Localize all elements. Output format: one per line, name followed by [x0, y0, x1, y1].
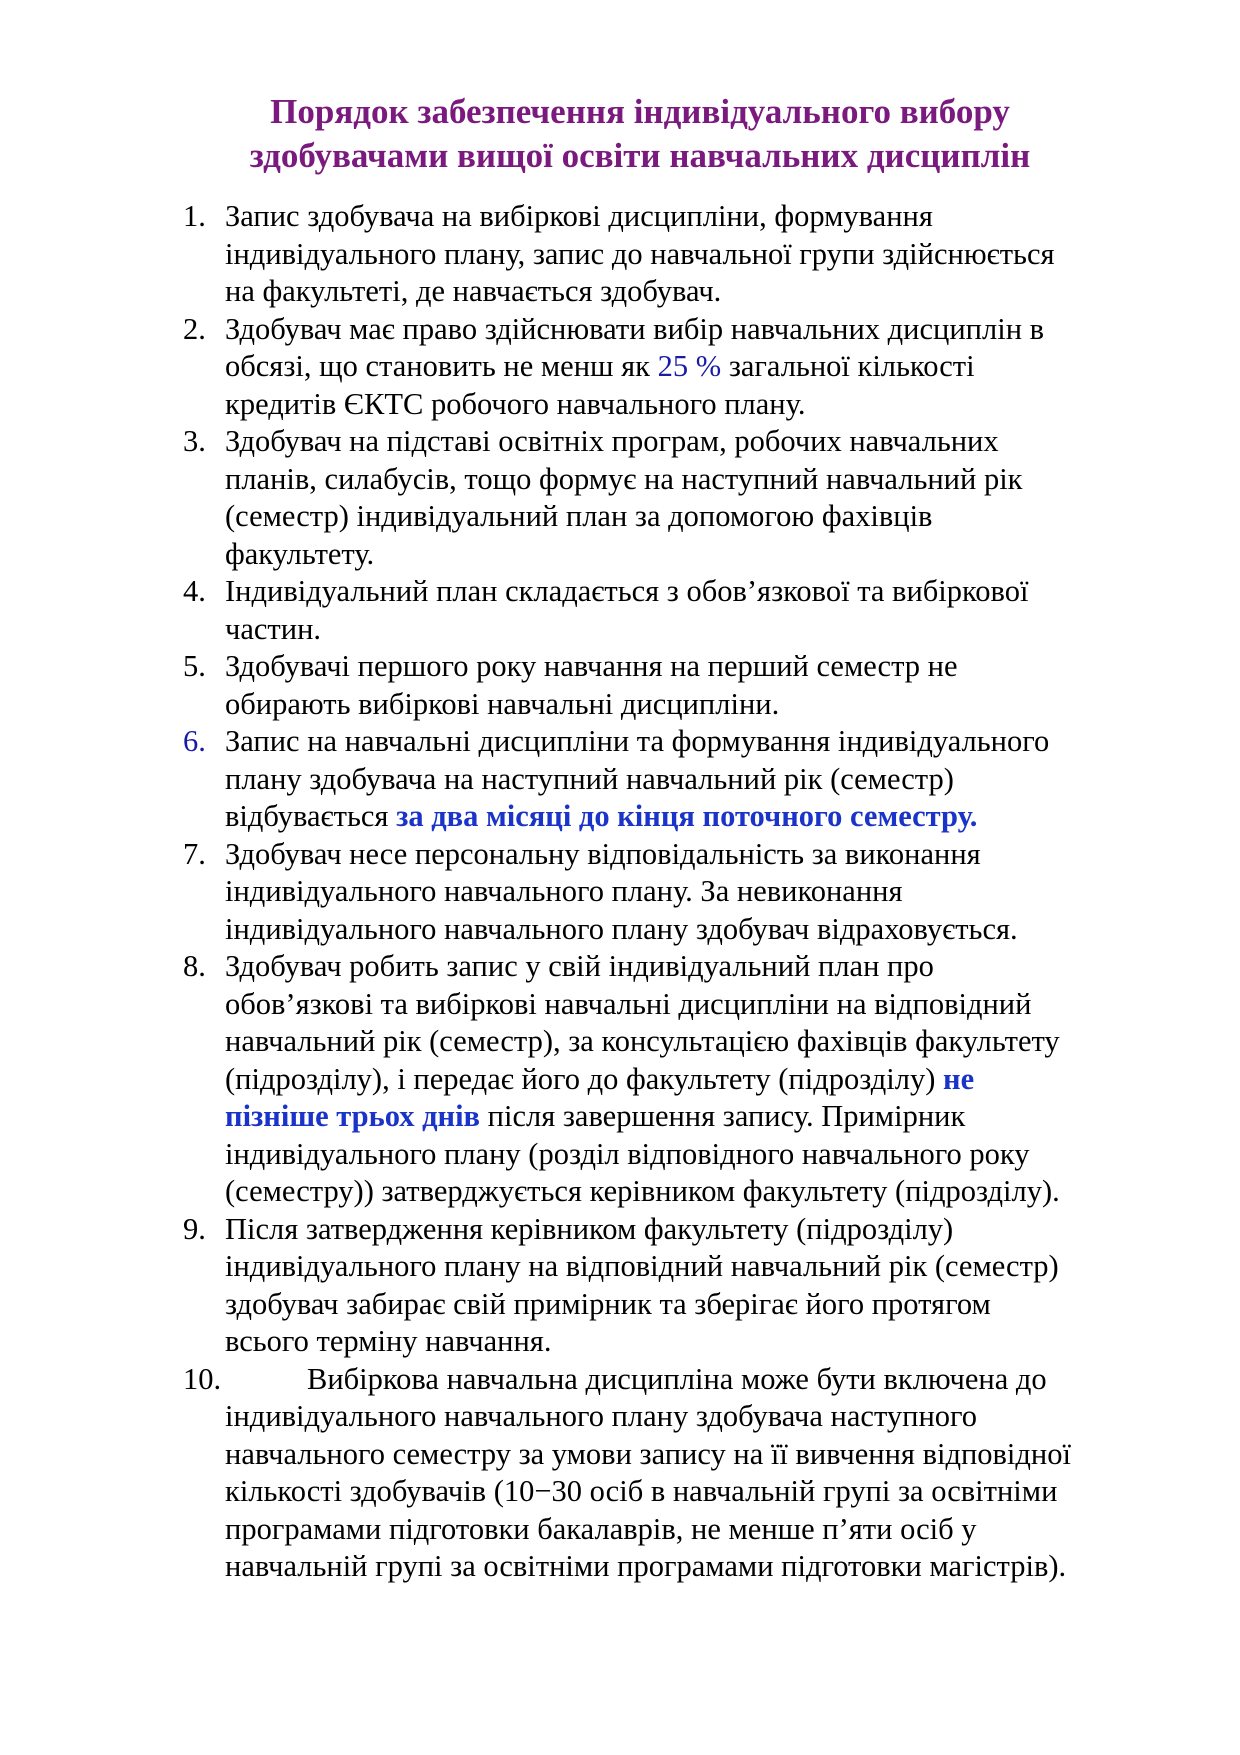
item-text: загальної кількості	[721, 349, 975, 383]
item-line: індивідуального навчального плану. За невиконання	[225, 874, 903, 908]
item-line: індивідуального навчального плану здобувача наступного	[225, 1399, 978, 1433]
item-line: Після затвердження керівником факультету (підрозділу)	[225, 1211, 954, 1246]
item-line: Здобувач на підставі освітніх програм, робочих навчальних	[225, 424, 999, 458]
item-line: Запис здобувача на вибіркові дисципліни, формування	[225, 199, 933, 233]
item-line: планів, силабусів, тощо формує на наступний навчальний рік	[225, 461, 1023, 496]
item-line: Запис на навчальні дисципліни та формування індивідуального	[225, 724, 1050, 758]
item-line: Здобувач має право здійснювати вибір навчальних дисциплін в	[225, 311, 1045, 346]
item-number: 5.	[183, 649, 206, 683]
title-line-2: здобувачами вищої освіти навчальних дисциплін	[249, 136, 1031, 175]
item-line: кількості здобувачів (10−30 осіб в навчальній групі за освітніми	[225, 1474, 1058, 1508]
item-number: 4.	[183, 574, 206, 608]
item-line: навчального семестру за умови запису на її вивчення відповідної	[225, 1436, 1071, 1471]
list-item-3	[0, 423, 1240, 573]
item-line: плану здобувача на наступний навчальний рік (семестр)	[225, 761, 954, 796]
item-line: Здобувач несе персональну відповідальність за виконання	[225, 836, 981, 871]
item-line: факультету.	[225, 536, 375, 571]
list-item-9	[0, 1211, 1240, 1361]
document-title	[160, 90, 1120, 178]
highlight-deadline-end: пізніше трьох днів	[225, 1099, 481, 1133]
highlight-percent: 25 %	[657, 349, 722, 383]
item-line: на факультеті, де навчається здобувач.	[225, 274, 722, 308]
item-number: 6.	[183, 724, 206, 758]
list-item-5	[0, 648, 1240, 723]
list-item-4	[0, 573, 1240, 648]
list-item-6	[0, 723, 1240, 836]
item-line: Здобувачі першого року навчання на перший семестр не	[225, 649, 958, 683]
item-line: обирають вибіркові навчальні дисципліни.	[225, 686, 780, 721]
list-item-8	[0, 948, 1240, 1211]
item-line: індивідуального навчального плану здобувач відраховується.	[225, 911, 1018, 946]
item-number: 7.	[183, 836, 206, 871]
item-line: індивідуального плану на відповідний навчальний рік (семестр)	[225, 1249, 1059, 1283]
item-text: (підрозділу), і передає його до факультету (підрозділу)	[225, 1061, 943, 1096]
list-item-2	[0, 311, 1240, 424]
title-line-1: Порядок забезпечення індивідуального вибору	[270, 92, 1010, 131]
item-line: навчальний рік (семестр), за консультацією фахівців факультету	[225, 1024, 1060, 1058]
item-line: (семестр) індивідуальний план за допомогою фахівців	[225, 499, 933, 533]
item-line	[225, 1061, 1180, 1099]
highlight-deadline: за два місяці до кінця поточного семестру.	[396, 799, 978, 833]
rules-list	[0, 198, 1240, 1586]
item-line: кредитів ЄКТС робочого навчального плану.	[225, 386, 806, 421]
item-line: індивідуального плану (розділ відповідного навчального року	[225, 1136, 1030, 1171]
item-number: 2.	[183, 311, 206, 346]
item-text: відбувається	[225, 799, 397, 833]
item-number: 10.	[183, 1361, 222, 1396]
item-line: здобувач забирає свій примірник та зберігає його протягом	[225, 1286, 991, 1321]
item-line	[225, 1098, 1180, 1136]
item-line	[225, 348, 1180, 386]
item-text: обсязі, що становить не менш як	[225, 349, 658, 383]
list-item-7	[0, 836, 1240, 949]
item-number: 9.	[183, 1211, 206, 1246]
item-line: обов’язкові та вибіркові навчальні дисципліни на відповідний	[225, 986, 1032, 1021]
item-number: 3.	[183, 424, 206, 458]
item-line: частин.	[225, 611, 322, 646]
item-number: 1.	[183, 199, 206, 233]
item-line	[225, 798, 1180, 836]
item-line: навчальній групі за освітніми програмами підготовки магістрів).	[225, 1549, 1067, 1583]
item-number: 8.	[183, 949, 206, 983]
item-text: після завершення запису. Примірник	[480, 1099, 966, 1133]
list-item-1	[0, 198, 1240, 311]
item-line: (семестру)) затверджується керівником факультету (підрозділу).	[225, 1174, 1060, 1208]
item-line: Індивідуальний план складається з обов’язкової та вибіркової	[225, 574, 1029, 608]
highlight-deadline-start: не	[943, 1061, 975, 1096]
item-line: програмами підготовки бакалаврів, не менше п’яти осіб у	[225, 1511, 977, 1546]
list-item-10	[0, 1361, 1240, 1586]
item-line: Вибіркова навчальна дисципліна може бути включена до	[307, 1361, 1047, 1396]
item-line: індивідуального плану, запис до навчальної групи здійснюється	[225, 236, 1055, 271]
item-line: Здобувач робить запис у свій індивідуальний план про	[225, 949, 934, 983]
item-line: всього терміну навчання.	[225, 1324, 552, 1358]
